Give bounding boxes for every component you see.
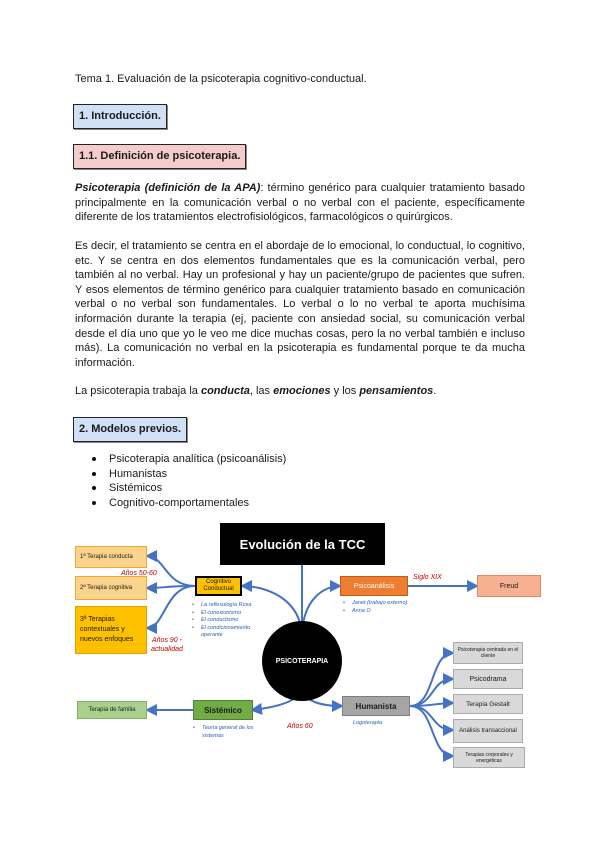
section-heading-definition: 1.1. Definición de psicoterapia. — [73, 144, 246, 169]
models-list-item: Humanistas — [92, 467, 286, 482]
node-psicoanalisis: Psicoanálisis — [340, 576, 408, 596]
section-heading-models: 2. Modelos previos. — [73, 417, 187, 442]
humanista-sub: Logoterapia — [353, 720, 383, 726]
explanation-paragraph: Es decir, el tratamiento se centra en el abordaje de lo emocional, lo conductual, lo cognitivo, etc. Y se centra en dos elementos fundamentales que es la comunicación verbal, pero también al no verbal. Hay un profesional y hay un paciente/grupo de pacientes que sufren. Y esos elementos de término genérico para cualquier tratamiento basado en comunicación verbal o no verbal son fundamentales. Lo verbal o lo no verbal te aporta muchísima información durante la terapia (ej, paciente con ansiedad social, su comunicación verbal desde el día uno que yo le veo me dice muchas cosas, pero la no verbal también e incluso más). La comunicación no verbal en la psicoterapia es fundamental porque te da mucha información. — [75, 240, 525, 369]
focus-conducta: conducta — [200, 385, 250, 397]
tcc-bullets — [192, 602, 272, 640]
models-list-item: Cognitivo-comportamentales — [92, 496, 286, 511]
sistemico-bullet: • Teoría general de los sistemas — [193, 725, 263, 740]
node-third-wave: 3ª Terapias contextuales y nuevos enfoques — [75, 606, 147, 654]
definition-term: Psicoterapia (definición de la APA) — [75, 182, 261, 194]
models-list — [92, 452, 286, 510]
focus-emociones: emociones — [273, 385, 331, 397]
models-list-item: Psicoterapia analítica (psicoanálisis) — [92, 452, 286, 467]
tcc-bullet: • El condicionamiento operante — [192, 625, 272, 640]
date-label-60s: Años 60 — [287, 723, 313, 730]
definition-text: : término genérico para cualquier tratamiento basado principalmente en la comunicación verbal o no verbal con el paciente, específicamente diferente de los tratamientos electrofisiológicos, farmacológicos o quirúrgicos. — [75, 182, 525, 224]
focus-end: . — [433, 385, 437, 397]
focus-pensamientos: pensamientos — [359, 385, 434, 397]
node-freud: Freud — [477, 575, 541, 597]
node-psicodrama: Psicodrama — [453, 669, 523, 689]
node-sistemico: Sistémico — [193, 700, 253, 720]
definition-paragraph — [75, 181, 525, 225]
node-first-wave: 1ª Terapia conducta — [75, 546, 147, 568]
date-label-50s: Años 50-60 — [121, 570, 157, 577]
node-cognitivo-conductual: Cognitivo Conductual — [195, 576, 242, 596]
focus-paragraph — [75, 384, 525, 399]
focus-mid2: y los — [330, 385, 360, 397]
node-analisis-transaccional: Análisis transaccional — [453, 719, 523, 743]
tcc-bullet: • La reflexología Rusa — [192, 602, 272, 610]
node-centrada-cliente: Psicoterapia centrada en el cliente — [453, 642, 523, 664]
date-label-siglo-xix: Siglo XIX — [413, 574, 442, 581]
section-heading-introduction: 1. Introducción. — [73, 104, 167, 129]
node-terapia-familia: Terapia de familia — [77, 701, 147, 719]
models-list-item: Sistémicos — [92, 481, 286, 496]
focus-pre: La psicoterapia trabaja la — [75, 385, 201, 397]
diagram-center-psicoterapia: PSICOTERAPIA — [262, 621, 342, 701]
tcc-evolution-diagram — [65, 518, 540, 768]
topic-title: Tema 1. Evaluación de la psicoterapia cognitivo-conductual. — [75, 73, 367, 85]
node-second-wave: 2ª Terapia cognitiva — [75, 576, 147, 600]
tcc-bullet: • El conductismo — [192, 617, 272, 625]
node-corporales: Terapias corporales y energéticas — [453, 747, 525, 768]
diagram-title: Evolución de la TCC — [220, 523, 385, 565]
node-gestalt: Terapia Gestalt — [453, 694, 523, 714]
date-label-90s: Años 90 - actualidad — [151, 637, 183, 653]
focus-mid1: , las — [249, 385, 274, 397]
psicoanalisis-bullets — [343, 600, 423, 615]
node-humanista: Humanista — [342, 696, 410, 716]
psicoanalisis-bullet: • Anna O — [343, 608, 423, 616]
psicoanalisis-bullet: • Janet (trabajo externo) — [343, 600, 423, 608]
tcc-bullet: • El conexionismo — [192, 610, 272, 618]
sistemico-bullets — [193, 725, 263, 740]
